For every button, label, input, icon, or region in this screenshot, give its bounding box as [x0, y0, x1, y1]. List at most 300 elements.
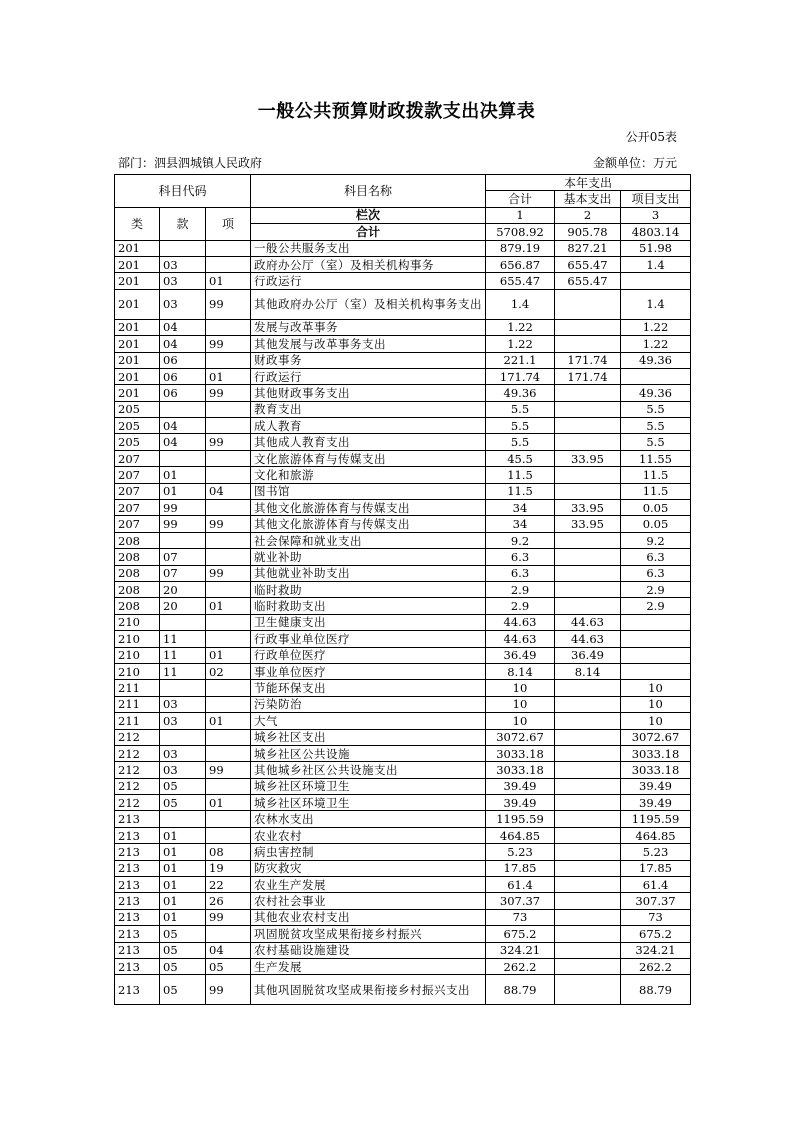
category-code: 213	[115, 811, 160, 827]
total-amount: 656.87	[486, 256, 555, 272]
project-amount: 6.3	[621, 565, 691, 581]
subject-name: 城乡社区环境卫生	[251, 778, 486, 794]
item-code	[206, 256, 251, 272]
header-row-1	[115, 175, 691, 191]
subject-name: 农村基础设施建设	[251, 942, 486, 958]
basic-amount	[555, 909, 621, 925]
item-code	[206, 729, 251, 745]
table-row	[115, 614, 691, 630]
item-code	[206, 500, 251, 516]
table-row	[115, 827, 691, 843]
project-amount: 17.85	[621, 860, 691, 876]
category-code: 211	[115, 713, 160, 729]
basic-amount: 44.63	[555, 631, 621, 647]
total-amount: 1.22	[486, 336, 555, 352]
project-amount: 3033.18	[621, 762, 691, 778]
table-row	[115, 256, 691, 272]
table-row	[115, 336, 691, 352]
project-amount	[621, 368, 691, 384]
category-code: 211	[115, 680, 160, 696]
section-code: 01	[160, 860, 206, 876]
basic-amount: 655.47	[555, 256, 621, 272]
total-amount: 1.22	[486, 319, 555, 335]
page-title: 一般公共预算财政拨款支出决算表	[257, 101, 536, 122]
project-amount: 11.5	[621, 467, 691, 483]
section-code: 99	[160, 500, 206, 516]
subject-name: 其他农业农村支出	[251, 909, 486, 925]
total-amount: 9.2	[486, 532, 555, 548]
basic-amount	[555, 975, 621, 1005]
basic-amount	[555, 680, 621, 696]
category-code: 205	[115, 418, 160, 434]
project-amount: 49.36	[621, 352, 691, 368]
basic-amount: 33.95	[555, 450, 621, 466]
project-amount: 49.36	[621, 385, 691, 401]
basic-amount	[555, 795, 621, 811]
basic-amount	[555, 385, 621, 401]
item-code: 01	[206, 795, 251, 811]
category-code: 201	[115, 240, 160, 256]
table-row	[115, 844, 691, 860]
section-code: 03	[160, 273, 206, 289]
section-code: 03	[160, 745, 206, 761]
item-code: 99	[206, 434, 251, 450]
subject-name: 行政运行	[251, 368, 486, 384]
basic-amount	[555, 713, 621, 729]
total-amount: 5.5	[486, 434, 555, 450]
header-row-3	[115, 207, 691, 223]
item-code: 99	[206, 336, 251, 352]
item-code: 01	[206, 713, 251, 729]
basic-amount	[555, 565, 621, 581]
section-code: 11	[160, 647, 206, 663]
total-amount: 324.21	[486, 942, 555, 958]
table-row	[115, 581, 691, 597]
table-row	[115, 434, 691, 450]
subject-name: 其他政府办公厅（室）及相关机构事务支出	[251, 289, 486, 319]
item-code	[206, 745, 251, 761]
project-amount: 61.4	[621, 877, 691, 893]
section-code	[160, 614, 206, 630]
item-code: 99	[206, 516, 251, 532]
table-row	[115, 926, 691, 942]
section-code: 01	[160, 483, 206, 499]
total-amount: 3033.18	[486, 745, 555, 761]
table-row	[115, 778, 691, 794]
table-row	[115, 647, 691, 663]
category-code: 213	[115, 942, 160, 958]
total-amount: 2.9	[486, 581, 555, 597]
category-code: 212	[115, 762, 160, 778]
table-row	[115, 663, 691, 679]
table-row	[115, 368, 691, 384]
table-row	[115, 713, 691, 729]
table-row	[115, 877, 691, 893]
subject-name: 其他文化旅游体育与传媒支出	[251, 500, 486, 516]
department-label: 部门：泗县泗城镇人民政府	[118, 156, 263, 170]
section-code: 05	[160, 778, 206, 794]
section-code: 20	[160, 581, 206, 597]
category-code: 213	[115, 926, 160, 942]
total-amount: 45.5	[486, 450, 555, 466]
table-row	[115, 450, 691, 466]
basic-amount	[555, 942, 621, 958]
basic-amount	[555, 598, 621, 614]
subject-name: 其他城乡社区公共设施支出	[251, 762, 486, 778]
project-amount: 307.37	[621, 893, 691, 909]
subject-name: 其他发展与改革事务支出	[251, 336, 486, 352]
total-amount: 34	[486, 500, 555, 516]
section-code: 03	[160, 696, 206, 712]
section-code: 06	[160, 385, 206, 401]
basic-amount	[555, 745, 621, 761]
subject-name: 卫生健康支出	[251, 614, 486, 630]
basic-amount	[555, 467, 621, 483]
table-row	[115, 483, 691, 499]
table-row	[115, 631, 691, 647]
basic-amount	[555, 729, 621, 745]
project-amount: 3033.18	[621, 745, 691, 761]
total-amount: 1195.59	[486, 811, 555, 827]
subject-name: 文化和旅游	[251, 467, 486, 483]
item-code: 26	[206, 893, 251, 909]
category-code: 201	[115, 319, 160, 335]
item-code	[206, 696, 251, 712]
section-code: 01	[160, 877, 206, 893]
basic-amount: 171.74	[555, 368, 621, 384]
basic-amount: 44.63	[555, 614, 621, 630]
basic-amount: 171.74	[555, 352, 621, 368]
total-amount: 10	[486, 713, 555, 729]
subject-name: 其他成人教育支出	[251, 434, 486, 450]
subject-name: 事业单位医疗	[251, 663, 486, 679]
item-code: 01	[206, 598, 251, 614]
total-amount: 6.3	[486, 549, 555, 565]
item-code	[206, 549, 251, 565]
subject-name: 生产发展	[251, 958, 486, 974]
table-row	[115, 909, 691, 925]
category-code: 201	[115, 385, 160, 401]
sum-project: 4803.14	[621, 224, 691, 240]
category-code: 201	[115, 352, 160, 368]
total-amount: 73	[486, 909, 555, 925]
basic-amount	[555, 581, 621, 597]
subject-name: 农业生产发展	[251, 877, 486, 893]
section-code: 20	[160, 598, 206, 614]
subject-name: 临时救助支出	[251, 598, 486, 614]
category-code: 213	[115, 893, 160, 909]
project-amount: 88.79	[621, 975, 691, 1005]
item-code	[206, 614, 251, 630]
table-row	[115, 893, 691, 909]
item-code	[206, 240, 251, 256]
item-code	[206, 827, 251, 843]
basic-expense-header: 基本支出	[555, 191, 621, 207]
total-amount: 171.74	[486, 368, 555, 384]
category-code: 201	[115, 336, 160, 352]
total-amount: 39.49	[486, 795, 555, 811]
category-code: 207	[115, 500, 160, 516]
lei-header: 类	[115, 207, 160, 240]
basic-amount	[555, 289, 621, 319]
total-amount: 88.79	[486, 975, 555, 1005]
table-row	[115, 696, 691, 712]
project-amount: 10	[621, 713, 691, 729]
category-code: 208	[115, 549, 160, 565]
project-amount: 10	[621, 680, 691, 696]
basic-amount	[555, 434, 621, 450]
total-amount: 44.63	[486, 631, 555, 647]
category-code: 210	[115, 647, 160, 663]
subject-name: 城乡社区公共设施	[251, 745, 486, 761]
basic-amount	[555, 811, 621, 827]
item-code	[206, 631, 251, 647]
table-row	[115, 532, 691, 548]
sum-label: 合计	[251, 224, 486, 240]
subject-name: 行政运行	[251, 273, 486, 289]
total-header: 合计	[486, 191, 555, 207]
table-row	[115, 240, 691, 256]
total-amount: 3033.18	[486, 762, 555, 778]
basic-amount	[555, 532, 621, 548]
basic-amount: 8.14	[555, 663, 621, 679]
project-amount: 5.5	[621, 418, 691, 434]
subject-name: 其他巩固脱贫攻坚成果衔接乡村振兴支出	[251, 975, 486, 1005]
subject-name: 病虫害控制	[251, 844, 486, 860]
category-code: 213	[115, 975, 160, 1005]
table-row	[115, 975, 691, 1005]
project-amount: 5.5	[621, 434, 691, 450]
category-code: 208	[115, 598, 160, 614]
table-row	[115, 762, 691, 778]
subject-name: 就业补助	[251, 549, 486, 565]
subject-name: 成人教育	[251, 418, 486, 434]
item-code: 01	[206, 368, 251, 384]
table-row	[115, 942, 691, 958]
total-amount: 655.47	[486, 273, 555, 289]
total-amount: 8.14	[486, 663, 555, 679]
item-code	[206, 467, 251, 483]
subject-name-header: 科目名称	[251, 175, 486, 208]
project-amount: 39.49	[621, 778, 691, 794]
section-code: 01	[160, 467, 206, 483]
item-code	[206, 319, 251, 335]
project-amount	[621, 631, 691, 647]
category-code: 212	[115, 778, 160, 794]
subject-name: 一般公共服务支出	[251, 240, 486, 256]
item-code: 19	[206, 860, 251, 876]
table-row	[115, 401, 691, 417]
basic-amount: 827.21	[555, 240, 621, 256]
basic-amount	[555, 418, 621, 434]
section-code: 04	[160, 434, 206, 450]
subject-name: 教育支出	[251, 401, 486, 417]
category-code: 213	[115, 844, 160, 860]
basic-amount	[555, 958, 621, 974]
item-code: 22	[206, 877, 251, 893]
section-code: 05	[160, 975, 206, 1005]
column-index-2: 2	[555, 207, 621, 223]
total-amount: 49.36	[486, 385, 555, 401]
subject-name: 农林水支出	[251, 811, 486, 827]
subject-name: 城乡社区支出	[251, 729, 486, 745]
project-amount: 10	[621, 696, 691, 712]
project-amount	[621, 273, 691, 289]
category-code: 210	[115, 631, 160, 647]
subject-name: 政府办公厅（室）及相关机构事务	[251, 256, 486, 272]
item-code: 05	[206, 958, 251, 974]
sum-total: 5708.92	[486, 224, 555, 240]
project-amount: 5.23	[621, 844, 691, 860]
project-amount	[621, 647, 691, 663]
total-amount: 17.85	[486, 860, 555, 876]
item-code	[206, 352, 251, 368]
project-amount: 9.2	[621, 532, 691, 548]
basic-amount	[555, 762, 621, 778]
year-expense-header: 本年支出	[486, 175, 691, 191]
table-row	[115, 598, 691, 614]
basic-amount	[555, 860, 621, 876]
total-amount: 675.2	[486, 926, 555, 942]
table-row	[115, 352, 691, 368]
project-amount: 464.85	[621, 827, 691, 843]
basic-amount	[555, 778, 621, 794]
basic-amount	[555, 827, 621, 843]
section-code: 01	[160, 893, 206, 909]
section-code: 04	[160, 418, 206, 434]
subject-name: 大气	[251, 713, 486, 729]
total-amount: 2.9	[486, 598, 555, 614]
subject-name: 行政事业单位医疗	[251, 631, 486, 647]
category-code: 207	[115, 450, 160, 466]
basic-amount: 655.47	[555, 273, 621, 289]
section-code	[160, 240, 206, 256]
project-amount: 3072.67	[621, 729, 691, 745]
subject-name: 发展与改革事务	[251, 319, 486, 335]
total-amount: 1.4	[486, 289, 555, 319]
item-code: 01	[206, 647, 251, 663]
section-code: 03	[160, 289, 206, 319]
subject-name: 其他文化旅游体育与传媒支出	[251, 516, 486, 532]
section-code: 07	[160, 549, 206, 565]
item-code: 99	[206, 975, 251, 1005]
subject-name: 农业农村	[251, 827, 486, 843]
section-code: 06	[160, 352, 206, 368]
basic-amount	[555, 696, 621, 712]
section-code: 03	[160, 762, 206, 778]
column-index-1: 1	[486, 207, 555, 223]
item-code: 08	[206, 844, 251, 860]
project-amount: 5.5	[621, 401, 691, 417]
category-code: 212	[115, 729, 160, 745]
category-code: 211	[115, 696, 160, 712]
section-code	[160, 729, 206, 745]
total-amount: 44.63	[486, 614, 555, 630]
section-code: 99	[160, 516, 206, 532]
total-amount: 61.4	[486, 877, 555, 893]
basic-amount	[555, 401, 621, 417]
project-amount: 0.05	[621, 500, 691, 516]
project-amount: 262.2	[621, 958, 691, 974]
total-amount: 307.37	[486, 893, 555, 909]
xiang-header: 项	[206, 207, 251, 240]
expenditure-table	[114, 174, 691, 1005]
section-code: 05	[160, 942, 206, 958]
subject-name: 行政单位医疗	[251, 647, 486, 663]
total-amount: 5.23	[486, 844, 555, 860]
section-code: 11	[160, 631, 206, 647]
total-amount: 879.19	[486, 240, 555, 256]
column-index-label: 栏次	[251, 207, 486, 223]
project-amount: 51.98	[621, 240, 691, 256]
total-amount: 3072.67	[486, 729, 555, 745]
total-amount: 464.85	[486, 827, 555, 843]
category-code: 205	[115, 434, 160, 450]
category-code: 207	[115, 516, 160, 532]
item-code	[206, 811, 251, 827]
item-code	[206, 581, 251, 597]
category-code: 201	[115, 368, 160, 384]
item-code	[206, 450, 251, 466]
basic-amount	[555, 336, 621, 352]
table-row	[115, 811, 691, 827]
item-code	[206, 926, 251, 942]
basic-amount	[555, 877, 621, 893]
project-amount	[621, 614, 691, 630]
project-amount: 11.55	[621, 450, 691, 466]
table-row	[115, 467, 691, 483]
total-amount: 11.5	[486, 483, 555, 499]
basic-amount: 36.49	[555, 647, 621, 663]
table-row	[115, 500, 691, 516]
category-code: 213	[115, 909, 160, 925]
total-amount: 36.49	[486, 647, 555, 663]
section-code: 03	[160, 256, 206, 272]
section-code	[160, 450, 206, 466]
category-code: 208	[115, 532, 160, 548]
category-code: 208	[115, 581, 160, 597]
total-amount: 11.5	[486, 467, 555, 483]
subject-name: 临时救助	[251, 581, 486, 597]
item-code: 99	[206, 909, 251, 925]
project-amount: 1.4	[621, 289, 691, 319]
total-amount: 262.2	[486, 958, 555, 974]
basic-amount: 33.95	[555, 500, 621, 516]
table-row	[115, 273, 691, 289]
project-amount: 1.22	[621, 336, 691, 352]
table-row	[115, 319, 691, 335]
item-code	[206, 680, 251, 696]
section-code: 07	[160, 565, 206, 581]
table-row	[115, 549, 691, 565]
item-code: 04	[206, 483, 251, 499]
table-row	[115, 745, 691, 761]
basic-amount	[555, 893, 621, 909]
table-row	[115, 565, 691, 581]
section-code: 03	[160, 713, 206, 729]
table-row	[115, 516, 691, 532]
table-row	[115, 418, 691, 434]
total-amount: 10	[486, 696, 555, 712]
item-code: 02	[206, 663, 251, 679]
category-code: 212	[115, 745, 160, 761]
section-code	[160, 680, 206, 696]
category-code: 213	[115, 958, 160, 974]
section-code: 01	[160, 827, 206, 843]
section-code: 01	[160, 844, 206, 860]
total-amount: 10	[486, 680, 555, 696]
subject-name: 其他财政事务支出	[251, 385, 486, 401]
